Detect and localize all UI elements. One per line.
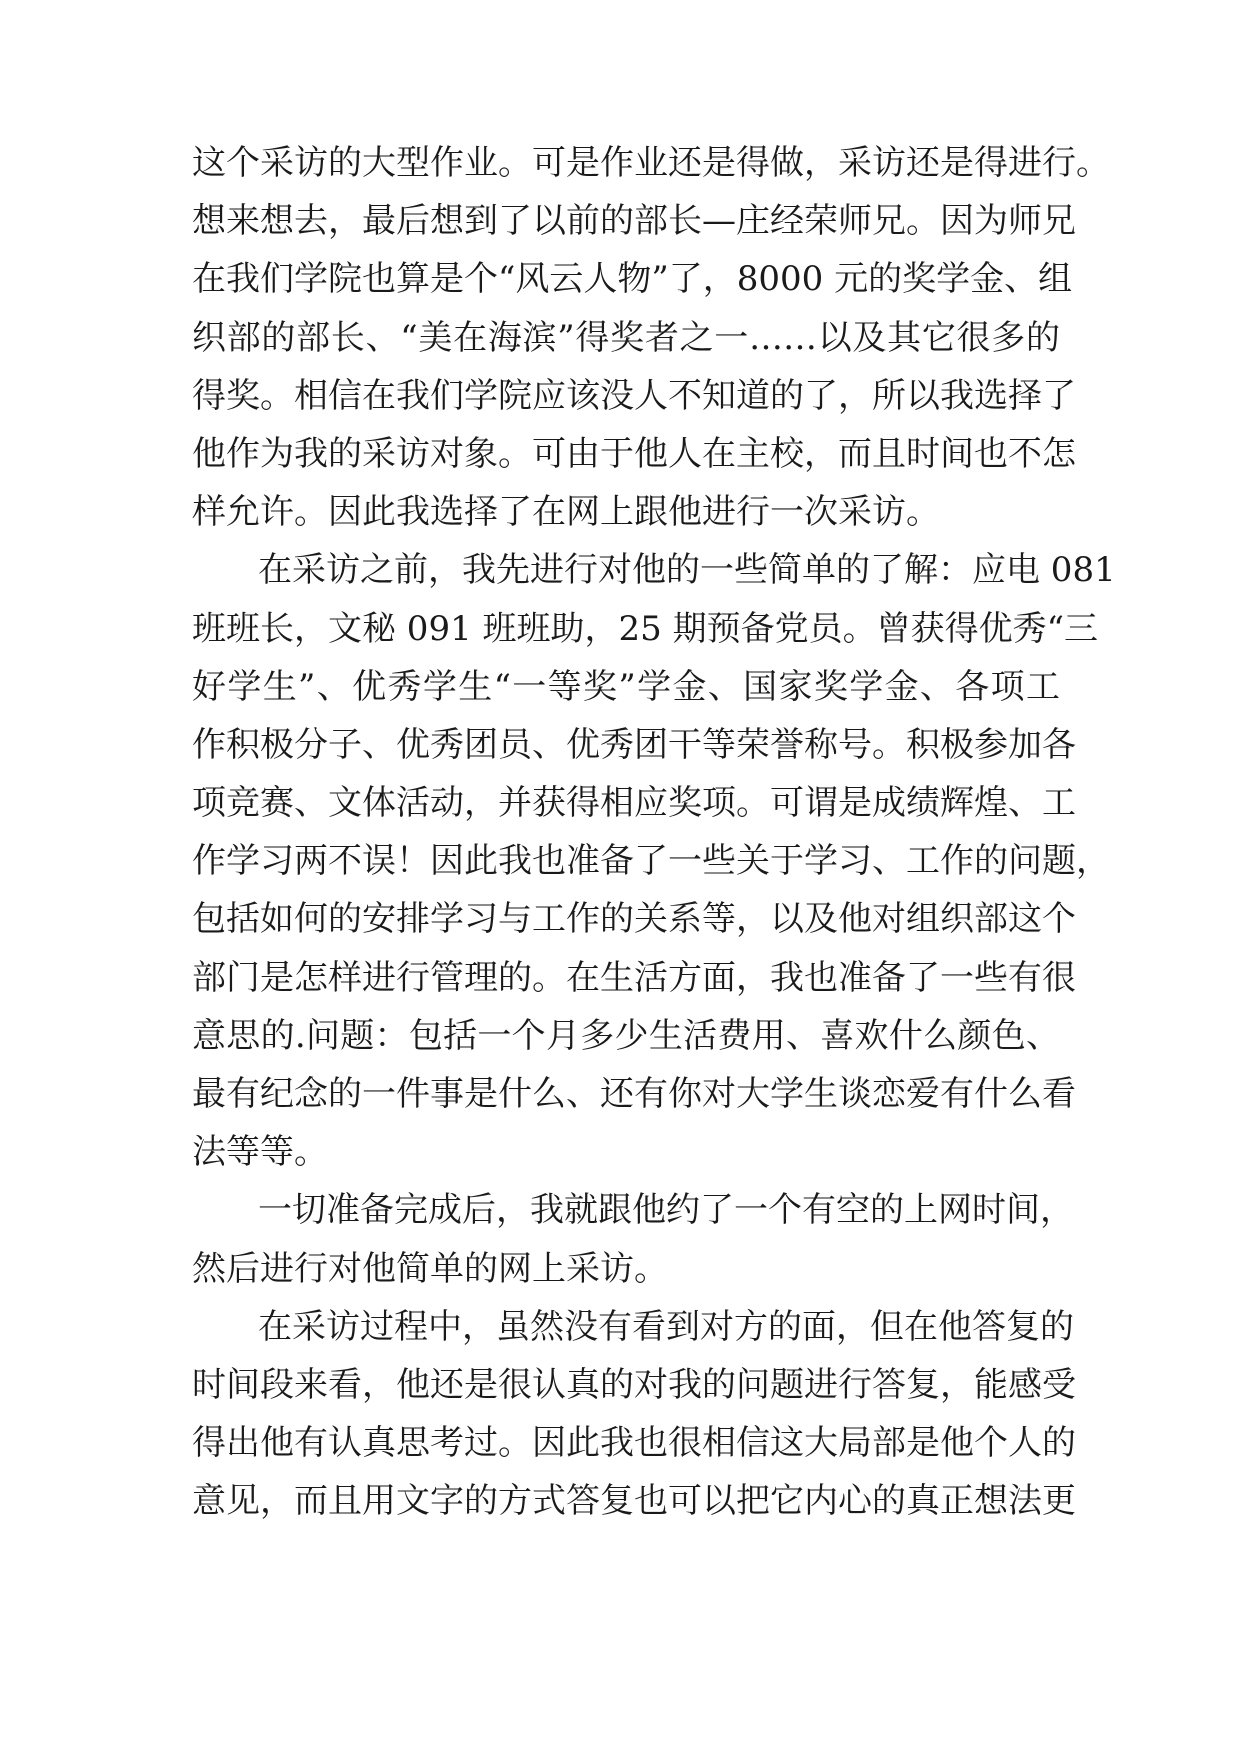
text-line: 在我们学院也算是个“风云人物”了，8000 元的奖学金、组 [192, 259, 1073, 300]
text-line: 这个采访的大型作业。可是作业还是得做，采访还是得进行。 [192, 143, 1110, 183]
text-line: 在采访之前，我先进行对他的一些简单的了解：应电 081 [258, 550, 1116, 591]
text-line: 部门是怎样进行管理的。在生活方面，我也准备了一些有很 [192, 957, 1076, 998]
text-line: 法等等。 [192, 1132, 328, 1173]
body-text [192, 134, 1116, 1531]
text-line: 他作为我的采访对象。可由于他人在主校，而且时间也不怎 [192, 433, 1076, 474]
text-line: 最有纪念的一件事是什么、还有你对大学生谈恋爱有什么看 [192, 1074, 1076, 1114]
text-line: 然后进行对他简单的网上采访。 [192, 1248, 668, 1289]
text-line: 织部的部长、“美在海滨”得奖者之一……以及其它很多的 [192, 317, 1060, 358]
text-line: 项竞赛、文体活动，并获得相应奖项。可谓是成绩辉煌、工 [192, 783, 1076, 824]
text-line: 一切准备完成后，我就跟他约了一个有空的上网时间， [258, 1190, 1074, 1231]
text-line: 意见，而且用文字的方式答复也可以把它内心的真正想法更 [192, 1481, 1076, 1522]
text-line: 包括如何的安排学习与工作的关系等，以及他对组织部这个 [192, 899, 1076, 940]
text-line: 时间段来看，他还是很认真的对我的问题进行答复，能感受 [192, 1364, 1076, 1405]
text-line: 样允许。因此我选择了在网上跟他进行一次采访。 [192, 492, 940, 533]
text-line: 得出他有认真思考过。因此我也很相信这大局部是他个人的 [192, 1423, 1076, 1464]
text-line: 班班长，文秘 091 班班助，25 期预备党员。曾获得优秀“三 [192, 608, 1098, 649]
text-line: 得奖。相信在我们学院应该没人不知道的了，所以我选择了 [192, 375, 1076, 416]
text-line: 想来想去，最后想到了以前的部长—庄经荣师兄。因为师兄 [192, 201, 1076, 242]
text-line: 在采访过程中，虽然没有看到对方的面，但在他答复的 [258, 1306, 1074, 1347]
text-line: 意思的.问题：包括一个月多少生活费用、喜欢什么颜色、 [192, 1015, 1060, 1056]
text-line: 好学生”、优秀学生“一等奖”学金、国家奖学金、各项工 [192, 666, 1060, 707]
text-line: 作积极分子、优秀团员、优秀团干等荣誉称号。积极参加各 [192, 724, 1076, 765]
text-line: 作学习两不误！因此我也准备了一些关于学习、工作的问题， [192, 841, 1110, 882]
